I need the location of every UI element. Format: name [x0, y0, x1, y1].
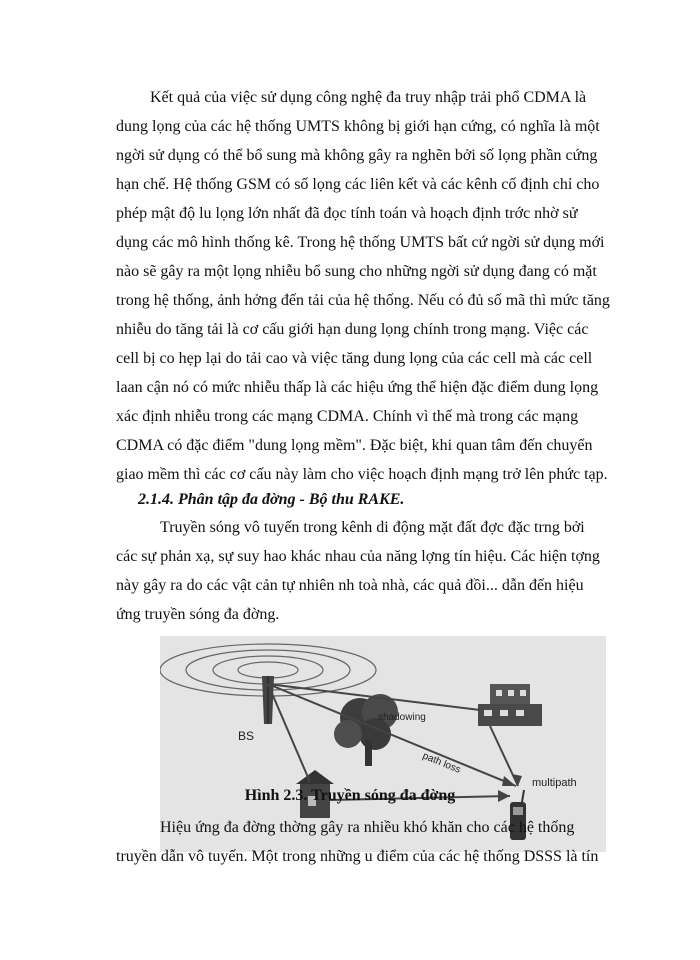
text-line: xác định nhiễu trong các mạng CDMA. Chính vì thế mà trong các mạng [116, 408, 579, 425]
text-line: dung lọng của các hệ thống UMTS không bị giới hạn cứng, có nghĩa là một [116, 118, 600, 135]
text-line: Kết quả của việc sử dụng công nghệ đa truy nhập trải phổ CDMA là [150, 89, 587, 106]
path-loss-label: path loss [420, 750, 463, 776]
text-line: dụng các mô hình thống kê. Trong hệ thống UMTS bất cứ ngời sử dụng mới [116, 234, 605, 251]
text-line: trong hệ thống, ảnh hởng đến tải của hệ thống. Nếu có đủ số mã thì mức tăng [116, 292, 610, 309]
text-line: giao mềm thì các cơ cấu này làm cho việc hoạch định mạng trở lên phức tạp. [116, 466, 608, 483]
text-line: Hiệu ứng đa đờng thờng gây ra nhiều khó khăn cho các hệ thống [160, 819, 575, 836]
text-line: ứng truyền sóng đa đờng. [116, 606, 280, 623]
tree-icon [334, 694, 398, 766]
text-line: ngời sử dụng có thể bổ sung mà không gây ra nghẽn bởi số lọng phần cứng [116, 147, 598, 164]
bs-label: BS [238, 729, 255, 743]
text-line: laan cận nó có mức nhiễu thấp là các hiệu ứng thể hiện đặc điểm dung lọng [116, 379, 599, 396]
text-line: nhiễu do tăng tải là cơ cấu giới hạn dung lọng chính trong mạng. Việc các [116, 321, 589, 338]
text-line: CDMA có đặc điểm "dung lọng mềm". Đặc biệt, khi quan tâm đến chuyển [116, 437, 593, 454]
multipath-label: multipath [532, 777, 577, 789]
text-line: phép mật độ lu lọng lớn nhất đã đọc tính toán và hoạch định trớc nhờ sử [116, 205, 578, 222]
text-line: Truyền sóng vô tuyến trong kênh di động mặt đất đợc đặc trng bởi [160, 519, 585, 536]
text-line: nào sẽ gây ra một lọng nhiễu bổ sung cho những ngời sử dụng đang có mặt [116, 263, 597, 280]
base-station-icon [262, 676, 274, 724]
text-line: này gây ra do các vật cản tự nhiên nh toà nhà, các quả đồi... dẫn đến hiệu [116, 577, 584, 594]
text-line: cell bị co hẹp lại do tải cao và việc tăng dung lọng của các cell mà các cell [116, 350, 593, 367]
section-heading: 2.1.4. Phân tập đa đờng - Bộ thu RAKE. [138, 491, 405, 508]
text-line: truyền dẫn vô tuyến. Một trong những u điểm của các hệ thống DSSS là tín [116, 848, 599, 865]
shadowing-label: shadowing [378, 712, 426, 723]
figure-caption: Hình 2.3. Truyền sóng đa đờng [244, 787, 456, 804]
text-line: hạn chế. Hệ thống GSM có số lọng các liên kết và các kênh cố định chỉ cho [116, 176, 600, 193]
text-line: các sự phản xạ, sự suy hao khác nhau của năng lợng tín hiệu. Các hiện tợng [116, 548, 600, 565]
building-icon [478, 684, 542, 726]
